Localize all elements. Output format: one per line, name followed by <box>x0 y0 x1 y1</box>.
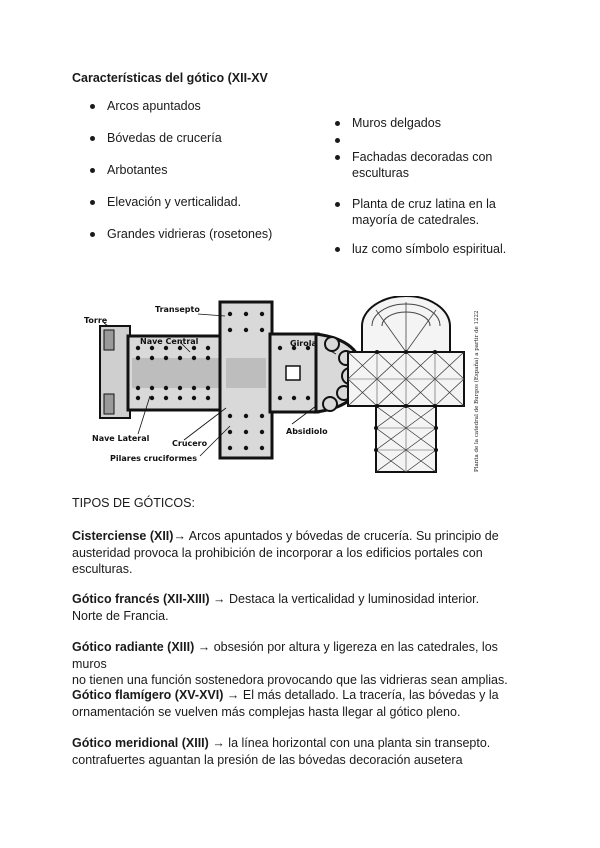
section-title: TIPOS DE GÓTICOS: <box>72 496 195 510</box>
list-item: Arcos apuntados <box>86 99 272 115</box>
label-pilares: Pilares cruciformes <box>110 454 197 463</box>
type-text: Arcos apuntados y bóvedas de crucería. Su principio de <box>188 529 499 543</box>
arrow: → <box>173 529 186 543</box>
features-list-left <box>86 99 272 259</box>
type-paragraph-radiante <box>72 639 532 689</box>
type-paragraph-flamigero <box>72 687 532 720</box>
label-nave-central: Nave Central <box>140 337 199 346</box>
vault-floor-plan <box>348 296 480 472</box>
label-nave-lateral: Nave Lateral <box>92 434 150 443</box>
cathedral-plan-figure <box>80 296 490 476</box>
type-text: El más detallado. La tracería, las bóvedas y la <box>242 688 499 702</box>
type-text: ornamentación se vuelven más complejas hasta llegar al gótico pleno. <box>72 704 461 719</box>
arrow: → <box>226 688 240 702</box>
type-text: la línea horizontal con una planta sin transepto. <box>228 736 491 750</box>
list-item-empty <box>331 133 521 149</box>
type-text: Destaca la verticalidad y luminosidad interior. <box>229 592 480 606</box>
list-item: Planta de cruz latina en la mayoría de catedrales. <box>331 197 521 228</box>
type-name: Cisterciense (XII) <box>72 529 174 543</box>
list-item: Fachadas decoradas con esculturas <box>331 150 521 181</box>
type-paragraph-cisterciense <box>72 528 532 578</box>
type-text: austeridad provoca la prohibición de incorporar a los edificios portales con <box>72 545 483 560</box>
type-paragraph-frances <box>72 591 532 624</box>
features-list-right <box>331 116 521 258</box>
plan-side-caption: Planta de la catedral de Burgos (España) a partir de 1222 <box>474 310 480 472</box>
list-item: Elevación y verticalidad. <box>86 195 272 211</box>
label-transepto: Transepto <box>155 305 200 314</box>
type-name: Gótico francés (XII-XIII) <box>72 592 210 606</box>
type-text: contrafuertes aguantan la presión de las bóvedas decoración ausetera <box>72 752 463 767</box>
page-heading: Características del gótico (XII-XV <box>72 71 268 85</box>
type-name: Gótico meridional (XIII) <box>72 736 209 750</box>
arrow: → <box>197 640 211 654</box>
type-paragraph-meridional <box>72 735 532 768</box>
labeled-floor-plan <box>84 302 362 463</box>
list-item: Muros delgados <box>331 116 521 132</box>
type-text: esculturas. <box>72 562 133 576</box>
list-item: Arbotantes <box>86 163 272 179</box>
label-girola: Girola <box>290 339 317 348</box>
type-text: obsesión por altura y ligereza en las catedrales, los muros <box>72 640 498 671</box>
list-item: Bóvedas de crucería <box>86 131 272 147</box>
arrow: → <box>212 736 225 750</box>
label-absidiolo: Absidiolo <box>286 427 328 436</box>
list-item: Grandes vidrieras (rosetones) <box>86 227 272 243</box>
type-text: no tienen una función sostenedora provocando que las vidrieras sean amplias. <box>72 673 508 687</box>
type-text: Norte de Francia. <box>72 608 169 623</box>
type-name: Gótico radiante (XIII) <box>72 640 195 654</box>
arrow: → <box>213 592 226 606</box>
label-crucero: Crucero <box>172 439 208 448</box>
type-name: Gótico flamígero (XV-XVI) <box>72 688 224 702</box>
list-item: luz como símbolo espiritual. <box>331 242 521 258</box>
label-torre: Torre <box>84 316 108 325</box>
